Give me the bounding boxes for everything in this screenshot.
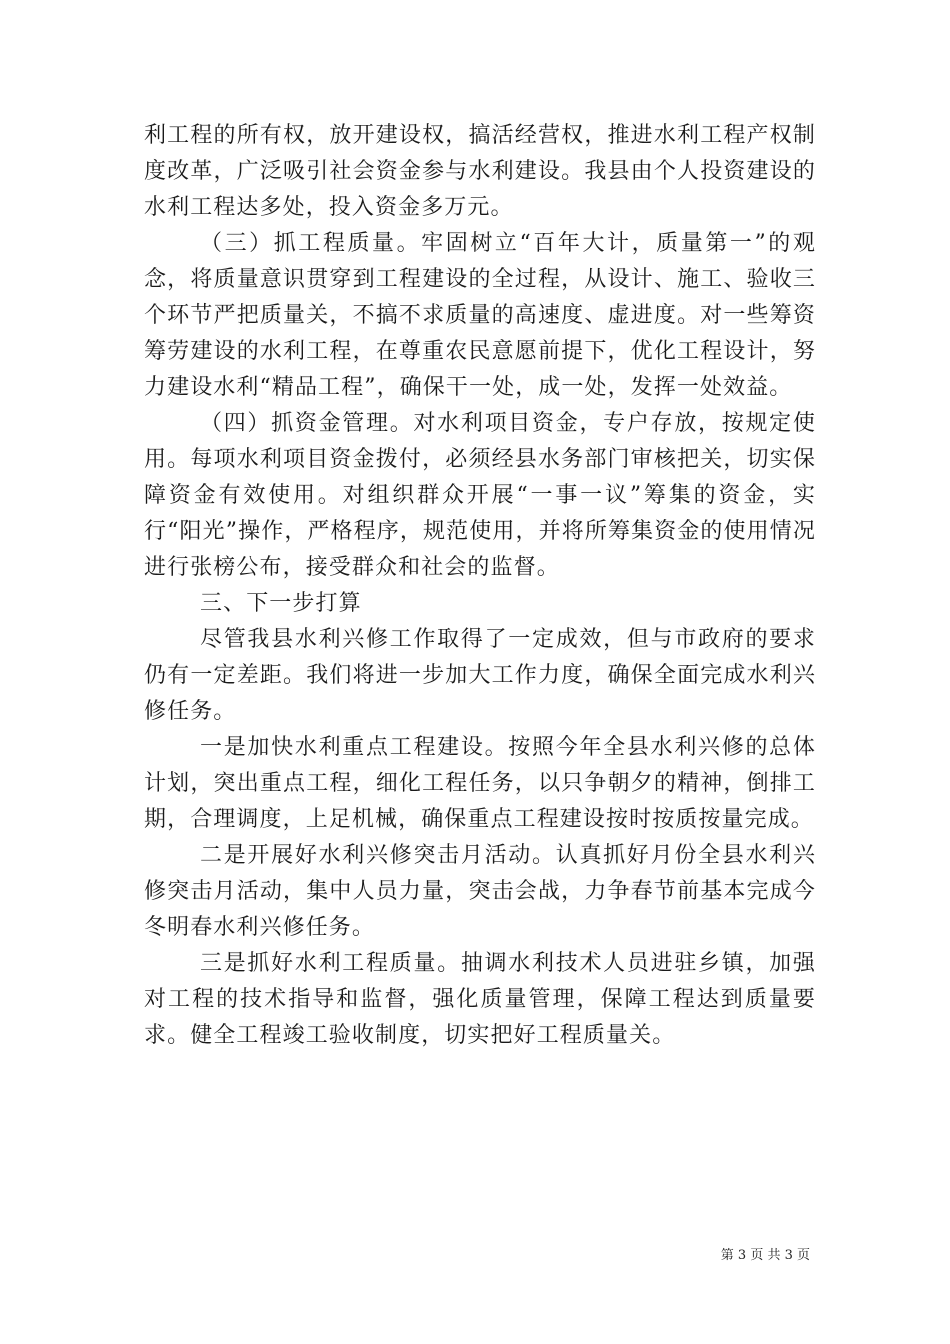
page-number-footer: 第 3 页 共 3 页 <box>720 1248 810 1263</box>
paragraph-continuation: 利工程的所有权，放开建设权，搞活经营权，推进水利工程产权制度改革，广泛吸引社会资金参与水利建设。我县由个人投资建设的水利工程达多处，投入资金多万元。 <box>144 123 816 220</box>
paragraph-fund-management: （四）抓资金管理。对水利项目资金，专户存放，按规定使用。每项水利项目资金拨付，必须经县水务部门审核把关，切实保障资金有效使用。对组织群众开展“一事一议”筹集的资金，实行“阳光”操作，严格程序，规范使用，并将所筹集资金的使用情况进行张榜公布，接受群众和社会的监督。 <box>144 411 816 580</box>
paragraph-next-steps-intro: 尽管我县水利兴修工作取得了一定成效，但与市政府的要求仍有一定差距。我们将进一步加大工作力度，确保全面完成水利兴修任务。 <box>144 627 816 724</box>
section-heading-next-steps: 三、下一步打算 <box>200 591 362 616</box>
paragraph-plan-two: 二是开展好水利兴修突击月活动。认真抓好月份全县水利兴修突击月活动，集中人员力量，突击会战，力争春节前基本完成今冬明春水利兴修任务。 <box>144 843 816 940</box>
paragraph-engineering-quality: （三）抓工程质量。牢固树立“百年大计，质量第一”的观念，将质量意识贯穿到工程建设的全过程，从设计、施工、验收三个环节严把质量关，不搞不求质量的高速度、虚进度。对一些筹资筹劳建设的水利工程，在尊重农民意愿前提下，优化工程设计，努力建设水利“精品工程”，确保干一处，成一处，发挥一处效益。 <box>144 231 816 400</box>
document-body <box>144 118 816 1054</box>
paragraph-plan-one: 一是加快水利重点工程建设。按照今年全县水利兴修的总体计划，突出重点工程，细化工程任务，以只争朝夕的精神，倒排工期，合理调度，上足机械，确保重点工程建设按时按质按量完成。 <box>144 735 816 832</box>
paragraph-plan-three: 三是抓好水利工程质量。抽调水利技术人员进驻乡镇，加强对工程的技术指导和监督，强化质量管理，保障工程达到质量要求。健全工程竣工验收制度，切实把好工程质量关。 <box>144 951 816 1048</box>
